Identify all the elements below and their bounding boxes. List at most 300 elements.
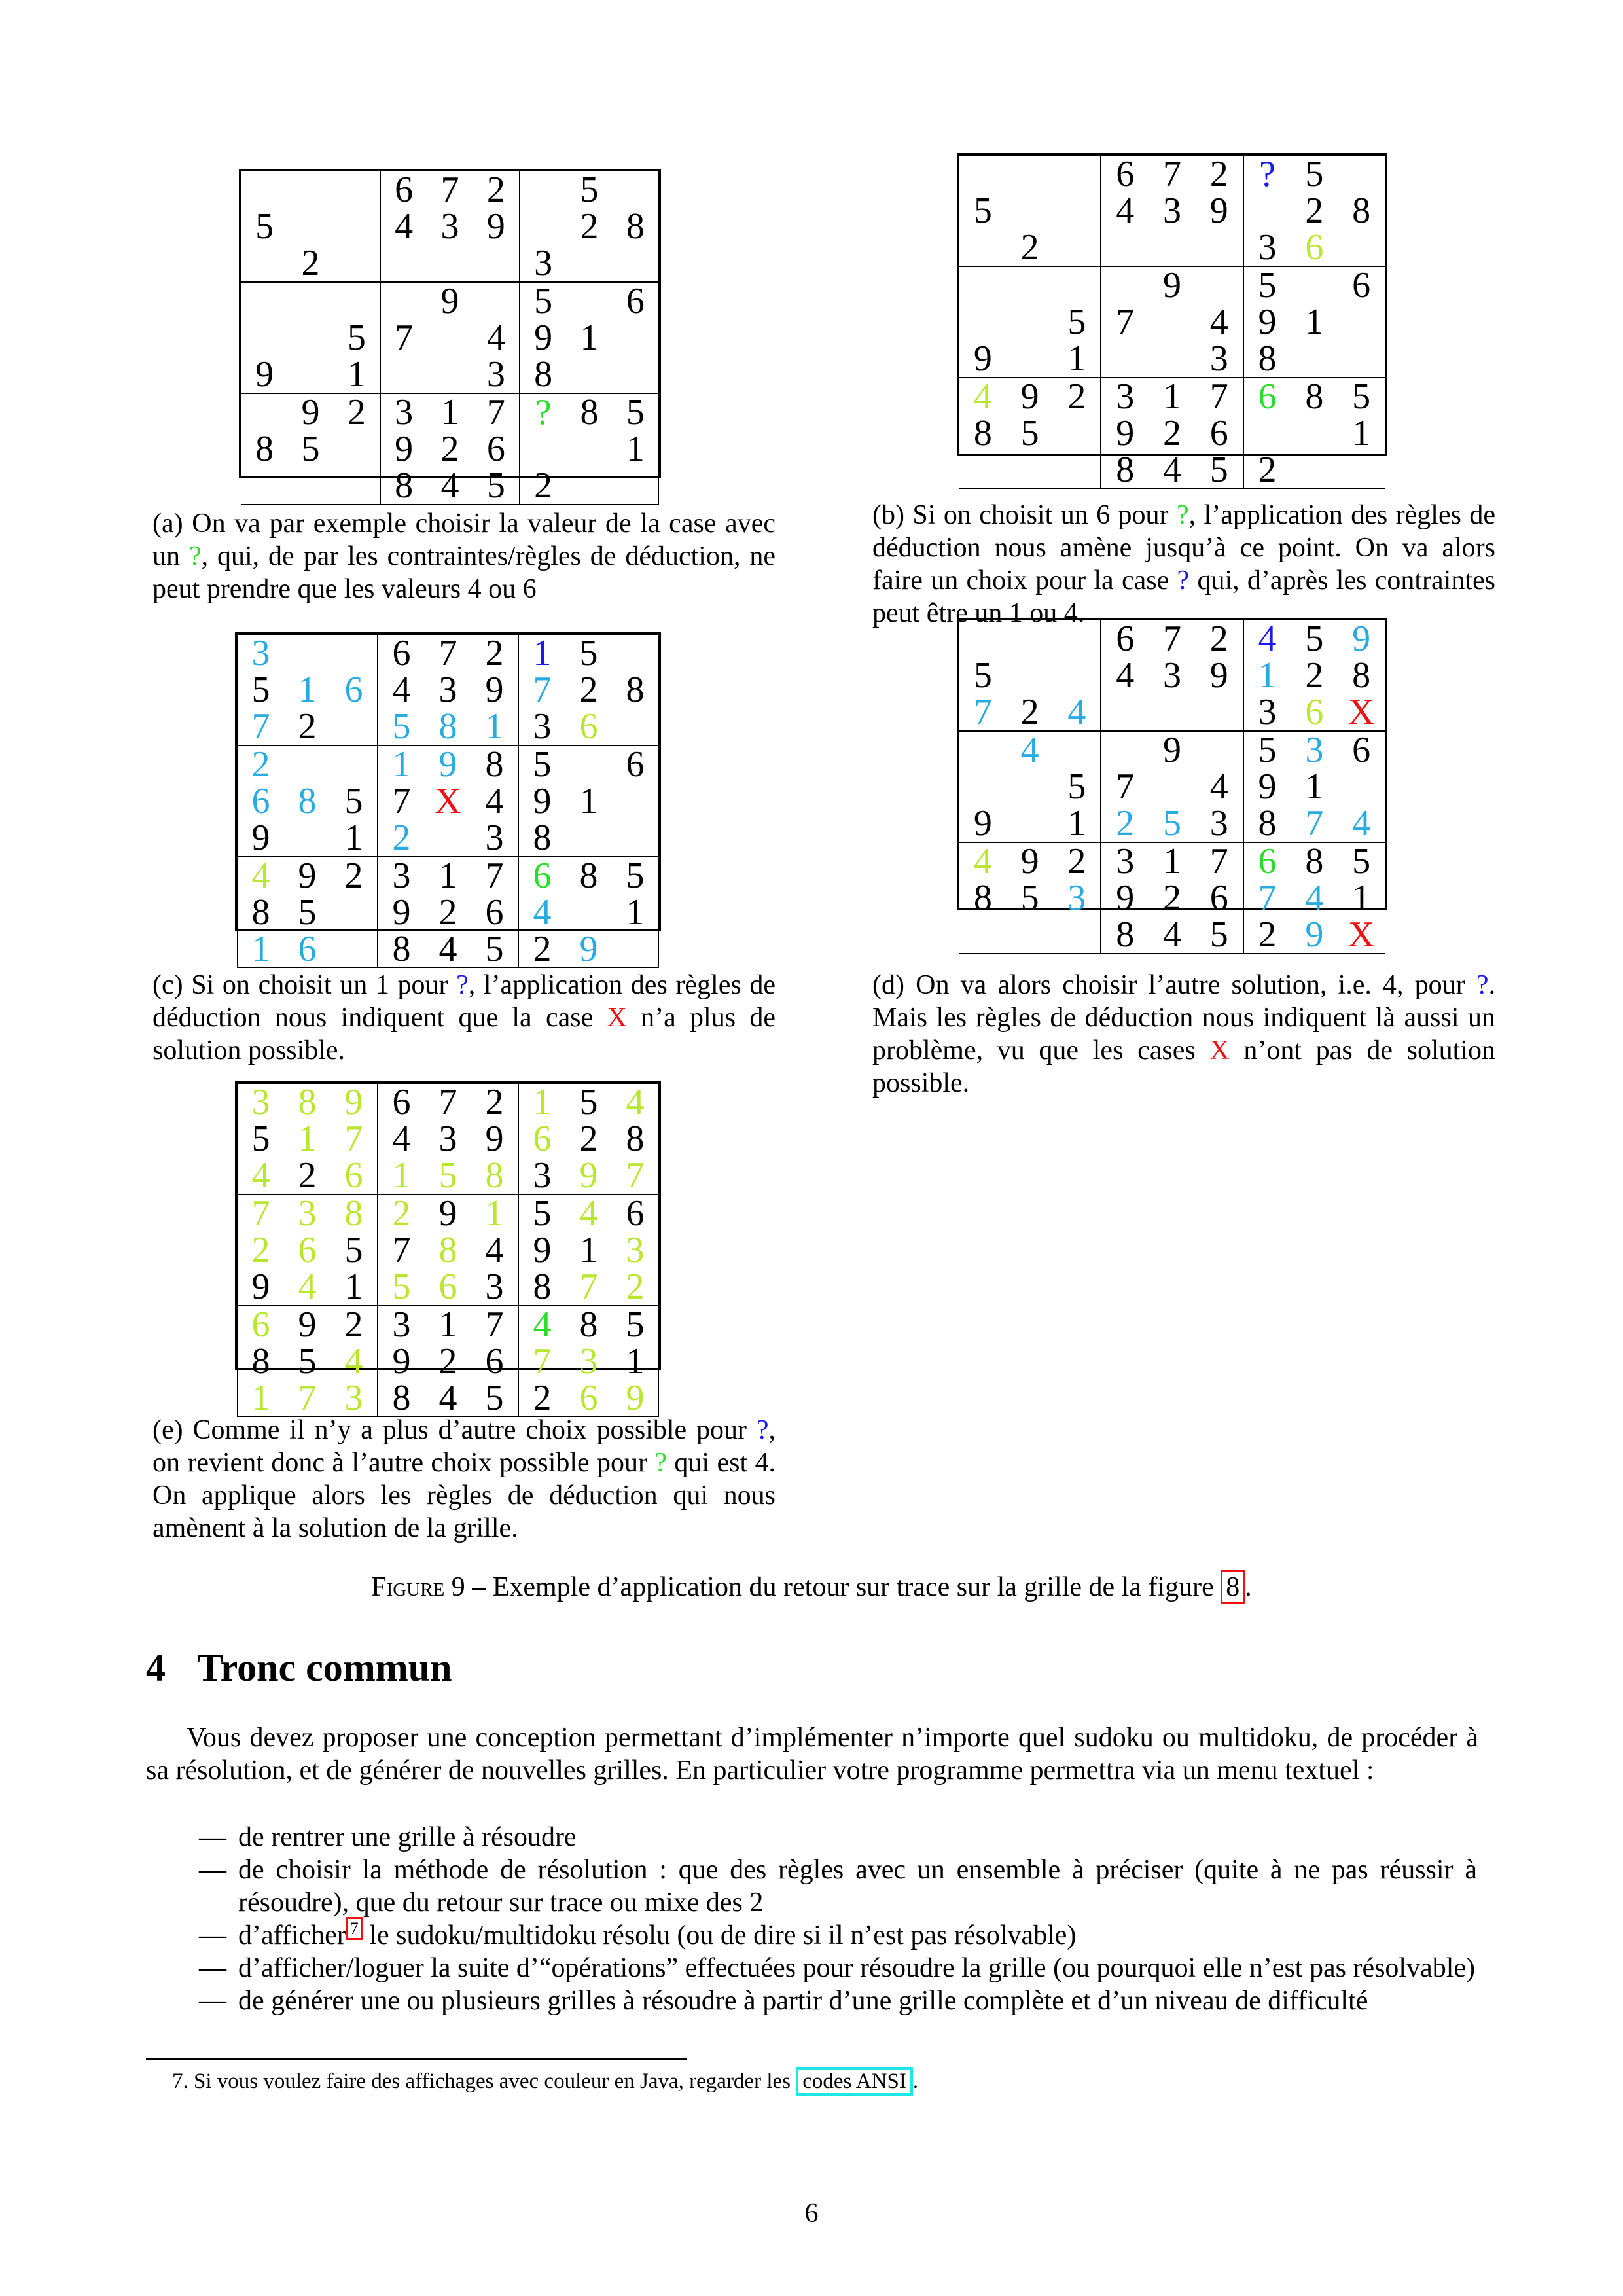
sudoku-cell: 5 <box>533 1193 552 1234</box>
sudoku-cell <box>1196 229 1243 266</box>
sudoku-cell: 5 <box>485 929 504 969</box>
sudoku-cell: 6 <box>392 1082 411 1122</box>
text-segment: . <box>912 2070 919 2093</box>
sudoku-cell <box>959 452 1007 488</box>
sudoku-cell <box>1291 452 1338 488</box>
sudoku-cell <box>613 171 658 208</box>
sudoku-cell: 1 <box>344 817 363 858</box>
sudoku-cell: 6 <box>1258 376 1277 417</box>
sudoku-box <box>1101 731 1243 842</box>
sudoku-cell <box>1196 694 1243 730</box>
subfigure-caption-c <box>152 969 776 1067</box>
sudoku-cell: 5 <box>973 190 992 231</box>
sudoku-cell: 7 <box>973 692 992 732</box>
sudoku-box <box>378 1194 518 1306</box>
sudoku-cell <box>1196 732 1243 768</box>
sudoku-cell: 2 <box>1209 619 1228 659</box>
sudoku-cell: 6 <box>1209 413 1228 454</box>
sudoku-box <box>237 857 378 968</box>
sudoku-cell: 3 <box>298 1193 317 1234</box>
sudoku-cell: 1 <box>298 1119 317 1159</box>
sudoku-cell: 8 <box>438 706 457 747</box>
sudoku-cell: 4 <box>579 1193 598 1234</box>
sudoku-cell: 1 <box>1067 338 1086 379</box>
list-item <box>199 1919 1477 1952</box>
link-box-cyan[interactable]: codes ANSI <box>796 2067 913 2096</box>
sudoku-cell: 6 <box>1305 692 1324 732</box>
sudoku-cell <box>330 635 377 672</box>
sudoku-cell <box>287 467 333 504</box>
sudoku-cell: 6 <box>486 429 505 469</box>
sudoku-cell: 8 <box>626 206 645 247</box>
sudoku-cell <box>241 394 287 431</box>
sudoku-cell: 6 <box>579 1378 598 1418</box>
sudoku-box <box>959 842 1101 954</box>
sudoku-cell: 7 <box>533 1341 552 1382</box>
sudoku-cell <box>381 283 427 319</box>
sudoku-cell: 6 <box>438 1266 457 1307</box>
sudoku-cell: 7 <box>438 1082 457 1122</box>
sudoku-cell <box>287 356 333 393</box>
sudoku-box <box>380 171 520 282</box>
sudoku-cell: 9 <box>626 1378 645 1418</box>
sudoku-box <box>378 745 518 857</box>
sudoku-cell <box>1054 415 1101 452</box>
sudoku-cell: 8 <box>298 1082 317 1122</box>
sudoku-cell: 4 <box>344 1341 363 1382</box>
sudoku-cell: 8 <box>579 855 598 896</box>
sudoku-cell: 1 <box>485 706 504 747</box>
sudoku-cell <box>520 171 566 208</box>
sudoku-cell <box>1054 229 1101 266</box>
text-segment: X <box>607 1003 627 1033</box>
sudoku-cell: 7 <box>440 170 459 210</box>
sudoku-cell <box>1149 768 1196 805</box>
text-segment: de rentrer une grille à résoudre <box>238 1822 577 1852</box>
sudoku-cell: 7 <box>1116 766 1135 807</box>
sudoku-cell: 2 <box>1162 878 1181 918</box>
sudoku-cell: X <box>1347 914 1375 955</box>
sudoku-cell <box>284 746 330 783</box>
sudoku-cell: 6 <box>626 281 645 321</box>
sudoku-box <box>518 857 659 968</box>
sudoku-cell <box>1007 805 1054 842</box>
sudoku-cell: 6 <box>1305 227 1324 268</box>
sudoku-cell: 5 <box>255 206 274 247</box>
sudoku-cell: 4 <box>440 465 459 506</box>
sudoku-cell: 1 <box>438 855 457 896</box>
sudoku-cell: 2 <box>534 465 553 506</box>
sudoku-cell: 4 <box>1162 914 1181 955</box>
sudoku-cell <box>1054 916 1101 953</box>
sudoku-cell <box>520 431 566 467</box>
sudoku-cell <box>1007 452 1054 488</box>
sudoku-cell: 2 <box>344 1304 363 1345</box>
sudoku-cell: 5 <box>534 281 553 321</box>
sudoku-cell: 9 <box>1258 766 1277 807</box>
sudoku-cell <box>1007 657 1054 694</box>
sudoku-cell: 5 <box>533 744 552 785</box>
sudoku-cell <box>613 356 658 393</box>
sudoku-cell: 3 <box>1258 692 1277 732</box>
sudoku-cell <box>565 894 612 931</box>
link-box-red[interactable]: 7 <box>346 1917 363 1940</box>
sudoku-cell <box>959 768 1007 805</box>
sudoku-cell: 6 <box>533 1119 552 1159</box>
sudoku-cell: 9 <box>1162 730 1181 770</box>
sudoku-cell: 1 <box>533 1082 552 1122</box>
sudoku-box <box>237 1194 378 1306</box>
sudoku-cell: 8 <box>1116 914 1135 955</box>
sudoku-box <box>241 282 380 393</box>
sudoku-cell: 2 <box>1067 841 1086 882</box>
sudoku-cell: 9 <box>1162 265 1181 306</box>
sudoku-cell <box>1196 267 1243 304</box>
sudoku-cell: 6 <box>251 1304 270 1345</box>
sudoku-cell: 7 <box>392 781 411 821</box>
sudoku-cell <box>1291 267 1338 304</box>
sudoku-box <box>518 634 659 745</box>
sudoku-cell: 5 <box>1162 803 1181 844</box>
sudoku-cell: 4 <box>485 1230 504 1270</box>
sudoku-cell: 5 <box>1352 841 1371 882</box>
sudoku-cell: 1 <box>344 1266 363 1307</box>
sudoku-cell: 4 <box>392 670 411 710</box>
sudoku-cell: 5 <box>344 1230 363 1270</box>
sudoku-cell: 9 <box>251 1266 270 1307</box>
sudoku-cell <box>287 208 333 245</box>
sudoku-cell: 1 <box>1305 302 1324 342</box>
text-segment: ? <box>1176 500 1189 530</box>
sudoku-cell: 6 <box>344 670 363 710</box>
link-box-red[interactable]: 8 <box>1221 1570 1245 1604</box>
sudoku-cell: 8 <box>344 1193 363 1234</box>
sudoku-cell: 8 <box>298 781 317 821</box>
sudoku-cell: 3 <box>1258 227 1277 268</box>
sudoku-cell: 8 <box>485 744 504 785</box>
sudoku-cell <box>613 467 658 504</box>
sudoku-cell <box>566 431 612 467</box>
sudoku-cell: 8 <box>1258 338 1277 379</box>
sudoku-cell: 6 <box>533 855 552 896</box>
sudoku-cell <box>566 467 612 504</box>
sudoku-cell: 5 <box>580 170 599 210</box>
sudoku-cell: 3 <box>1116 376 1135 417</box>
sudoku-cell: 9 <box>1020 376 1039 417</box>
sudoku-cell: 1 <box>347 354 366 395</box>
sudoku-box <box>378 857 518 968</box>
sudoku-cell: 9 <box>533 1230 552 1270</box>
sudoku-cell <box>241 319 287 356</box>
sudoku-box <box>518 745 659 857</box>
text-segment: ? <box>1476 970 1489 1000</box>
sudoku-cell <box>1291 415 1338 452</box>
sudoku-cell: 5 <box>1067 302 1086 342</box>
text-segment: de générer une ou plusieurs grilles à résoudre à partir d’une grille complète et d’un niveau de difficulté <box>238 1986 1368 2016</box>
sudoku-cell: 2 <box>1116 803 1135 844</box>
sudoku-cell: 2 <box>251 1230 270 1270</box>
sudoku-box <box>1243 731 1385 842</box>
sudoku-cell: 6 <box>395 170 414 210</box>
sudoku-cell <box>566 356 612 393</box>
sudoku-cell: 5 <box>301 429 320 469</box>
sudoku-cell: 7 <box>1116 302 1135 342</box>
sudoku-cell: 2 <box>1162 413 1181 454</box>
subfigure-caption-a <box>152 507 776 605</box>
sudoku-cell: 2 <box>485 1082 504 1122</box>
sudoku-cell: 8 <box>1352 190 1371 231</box>
sudoku-cell <box>1338 229 1385 266</box>
sudoku-cell: 3 <box>251 633 270 673</box>
sudoku-cell: 1 <box>251 1378 270 1418</box>
sudoku-cell: 8 <box>533 817 552 858</box>
sudoku-cell: X <box>435 781 461 821</box>
sudoku-cell: 2 <box>301 243 320 283</box>
text-segment: . <box>1245 1572 1252 1602</box>
sudoku-cell: 9 <box>255 354 274 395</box>
sudoku-cell: 9 <box>298 1304 317 1345</box>
sudoku-cell: 1 <box>1162 841 1181 882</box>
text-segment: , l’application des règles de déduction nous indiquent que la case <box>152 970 776 1033</box>
sudoku-cell: 7 <box>395 317 414 358</box>
sudoku-cell: 5 <box>626 1304 645 1345</box>
sudoku-cell: 1 <box>251 929 270 969</box>
sudoku-cell <box>1101 229 1149 266</box>
sudoku-cell: 9 <box>579 929 598 969</box>
sudoku-cell <box>1054 192 1101 229</box>
text-segment: le sudoku/multidoku résolu (ou de dire si il n’est pas résolvable) <box>362 1920 1077 1950</box>
sudoku-cell: 3 <box>533 706 552 747</box>
sudoku-cell: 9 <box>1352 619 1371 659</box>
sudoku-cell <box>330 894 377 931</box>
sudoku-cell: 4 <box>1209 302 1228 342</box>
sudoku-cell <box>1054 267 1101 304</box>
sudoku-cell <box>334 208 380 245</box>
sudoku-cell: 6 <box>626 1193 645 1234</box>
sudoku-box <box>1101 266 1243 378</box>
sudoku-cell: 1 <box>580 317 599 358</box>
sudoku-cell <box>1007 304 1054 340</box>
text-segment: , l’application des règles de déduction nous amène jusqu’à ce point. On va alors faire un choix pour la case <box>872 500 1495 596</box>
sudoku-cell: 7 <box>1162 619 1181 659</box>
sudoku-cell: 5 <box>626 855 645 896</box>
sudoku-box <box>520 171 659 282</box>
sudoku-cell: X <box>1347 692 1375 732</box>
sudoku-cell: 6 <box>1352 265 1371 306</box>
sudoku-cell: 4 <box>1209 766 1228 807</box>
sudoku-cell <box>520 208 566 245</box>
sudoku-cell: 1 <box>298 670 317 710</box>
sudoku-cell: 5 <box>438 1155 457 1196</box>
sudoku-cell: 5 <box>1258 265 1277 306</box>
sudoku-cell <box>1054 156 1101 192</box>
section-title: Tronc commun <box>197 1646 452 1689</box>
sudoku-cell <box>427 245 473 281</box>
text-segment: . Mais les règles de déduction nous indiquent là aussi un problème, vu que les cases <box>872 970 1495 1066</box>
sudoku-cell <box>612 635 658 672</box>
sudoku-cell <box>613 245 658 281</box>
sudoku-cell: 3 <box>1209 803 1228 844</box>
sudoku-cell <box>565 746 612 783</box>
sudoku-cell: 5 <box>1305 619 1324 659</box>
sudoku-box <box>518 1194 659 1306</box>
sudoku-cell: 3 <box>1067 878 1086 918</box>
sudoku-box <box>1243 266 1385 378</box>
sudoku-cell: 1 <box>579 781 598 821</box>
sudoku-cell <box>612 783 658 819</box>
sudoku-cell: 2 <box>1258 914 1277 955</box>
sudoku-cell <box>287 171 333 208</box>
sudoku-cell: 5 <box>1020 413 1039 454</box>
section-number: 4 <box>146 1646 166 1689</box>
sudoku-cell <box>959 304 1007 340</box>
sudoku-cell: 2 <box>486 170 505 210</box>
sudoku-cell: 9 <box>1116 878 1135 918</box>
sudoku-cell <box>1054 452 1101 488</box>
sudoku-cell: 9 <box>533 781 552 821</box>
text-segment: Figure <box>371 1572 445 1602</box>
text-segment: ? <box>456 970 469 1000</box>
sudoku-cell <box>241 283 287 319</box>
bullet-dash: — <box>199 1855 226 1885</box>
sudoku-cell: 2 <box>438 1341 457 1382</box>
text-segment: ? <box>654 1448 668 1478</box>
sudoku-cell: 2 <box>298 1155 317 1196</box>
sudoku-cell: 7 <box>251 1193 270 1234</box>
sudoku-cell: 3 <box>1209 338 1228 379</box>
sudoku-box <box>1243 155 1385 266</box>
text-segment: de choisir la méthode de résolution : que des règles avec un ensemble à préciser (quite à ne pas réussir à résoudre), que du retour sur trace ou mixe des 2 <box>238 1855 1477 1918</box>
sudoku-cell: 3 <box>251 1082 270 1122</box>
sudoku-cell: 1 <box>1162 376 1181 417</box>
sudoku-cell: 1 <box>392 744 411 785</box>
sudoku-cell: 4 <box>485 781 504 821</box>
sudoku-cell: 2 <box>347 392 366 433</box>
sudoku-cell: 8 <box>626 670 645 710</box>
sudoku-box <box>520 393 659 505</box>
sudoku-cell <box>1101 267 1149 304</box>
sudoku-cell: 2 <box>438 892 457 933</box>
sudoku-cell <box>381 356 427 393</box>
sudoku-cell: 2 <box>579 1119 598 1159</box>
sudoku-cell <box>1101 340 1149 377</box>
sudoku-cell: 3 <box>392 1304 411 1345</box>
sudoku-cell: 6 <box>1116 154 1135 194</box>
sudoku-cell: 8 <box>1352 655 1371 696</box>
sudoku-cell: 9 <box>485 1119 504 1159</box>
sudoku-cell: 5 <box>485 1378 504 1418</box>
bullet-dash: — <box>199 1986 226 2016</box>
sudoku-cell <box>334 171 380 208</box>
sudoku-cell <box>612 708 658 745</box>
sudoku-box <box>1243 842 1385 954</box>
text-segment: 7. Si vous voulez faire des affichages avec couleur en Java, regarder les <box>172 2070 796 2093</box>
sudoku-cell: 8 <box>251 1341 270 1382</box>
sudoku-cell: 4 <box>298 1266 317 1307</box>
sudoku-cell: 3 <box>1162 190 1181 231</box>
sudoku-cell <box>1149 229 1196 266</box>
sudoku-box <box>1243 378 1385 489</box>
sudoku-cell: 5 <box>973 655 992 696</box>
text-segment: (c) Si on choisit un 1 pour <box>152 970 457 1000</box>
sudoku-cell <box>334 467 380 504</box>
sudoku-cell: 2 <box>392 817 411 858</box>
sudoku-grid-c <box>235 632 661 969</box>
sudoku-cell: 5 <box>579 1082 598 1122</box>
sudoku-cell <box>334 283 380 319</box>
sudoku-cell: 8 <box>534 354 553 395</box>
sudoku-cell: 9 <box>1116 413 1135 454</box>
text-segment: 9 – Exemple d’application du retour sur trace sur la grille de la figure <box>444 1572 1221 1602</box>
sudoku-cell: 5 <box>1020 878 1039 918</box>
sudoku-cell <box>1007 267 1054 304</box>
sudoku-cell: 3 <box>392 855 411 896</box>
sudoku-cell: 2 <box>579 670 598 710</box>
sudoku-cell: 5 <box>298 892 317 933</box>
sudoku-cell: 6 <box>344 1155 363 1196</box>
sudoku-cell: 2 <box>1209 154 1228 194</box>
sudoku-cell: 7 <box>533 670 552 710</box>
sudoku-cell <box>566 283 612 319</box>
sudoku-cell: 9 <box>1020 841 1039 882</box>
sudoku-cell: 5 <box>251 1119 270 1159</box>
requirements-list <box>199 1821 1477 2017</box>
sudoku-grid-d <box>957 618 1387 955</box>
sudoku-box <box>380 393 520 505</box>
sudoku-cell: 7 <box>251 706 270 747</box>
sudoku-cell <box>613 319 658 356</box>
sudoku-cell: 2 <box>251 744 270 785</box>
sudoku-cell: 3 <box>579 1341 598 1382</box>
sudoku-cell <box>427 319 473 356</box>
sudoku-cell <box>566 245 612 281</box>
sudoku-cell: 2 <box>1305 655 1324 696</box>
sudoku-cell: 5 <box>1209 914 1228 955</box>
sudoku-cell: 7 <box>392 1230 411 1270</box>
sudoku-cell: 9 <box>1209 190 1228 231</box>
sudoku-cell: 5 <box>1352 376 1371 417</box>
sudoku-box <box>378 634 518 745</box>
sudoku-cell: 5 <box>298 1341 317 1382</box>
bullet-dash: — <box>199 1920 226 1950</box>
text-segment: , on revient donc à l’autre choix possible pour <box>152 1415 776 1478</box>
text-segment: (b) Si on choisit un 6 pour <box>872 500 1177 530</box>
sudoku-cell <box>330 746 377 783</box>
sudoku-box <box>1243 620 1385 731</box>
sudoku-cell: 1 <box>579 1230 598 1270</box>
sudoku-cell <box>287 283 333 319</box>
sudoku-cell <box>1244 192 1291 229</box>
sudoku-cell: 7 <box>485 1304 504 1345</box>
sudoku-box <box>959 620 1101 731</box>
sudoku-box <box>378 1083 518 1194</box>
sudoku-cell: 8 <box>973 413 992 454</box>
sudoku-cell <box>284 819 330 856</box>
sudoku-cell: 2 <box>392 1193 411 1234</box>
sudoku-cell: 7 <box>1258 878 1277 918</box>
sudoku-box <box>1101 155 1243 266</box>
sudoku-cell: 1 <box>440 392 459 433</box>
subfigure-caption-e <box>152 1414 776 1545</box>
sudoku-cell: 8 <box>485 1155 504 1196</box>
sudoku-cell: 7 <box>298 1378 317 1418</box>
sudoku-cell: 3 <box>534 243 553 283</box>
sudoku-cell: 5 <box>486 465 505 506</box>
sudoku-cell <box>1007 916 1054 953</box>
sudoku-cell: 6 <box>392 633 411 673</box>
sudoku-cell: 5 <box>1258 730 1277 770</box>
sudoku-box <box>237 634 378 745</box>
